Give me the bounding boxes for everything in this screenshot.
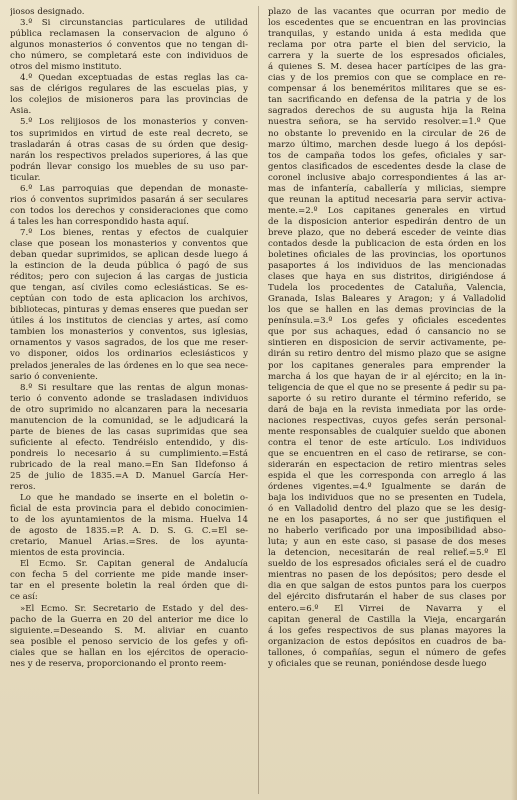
text-line: contados desde la publicacion de esta órden en los — [268, 238, 506, 249]
text-line: compensar á los beneméritos militares que se es- — [268, 84, 506, 95]
text-line: jiosos designado. — [10, 7, 85, 17]
text-line: manutencion de la comunidad, se le adjudicará la — [10, 415, 248, 426]
text-line: sagrados derechos de su augusta hija la Reina — [268, 106, 506, 117]
column-divider — [258, 6, 259, 794]
text-line: cias y de los premios con que se complace en re- — [268, 73, 506, 84]
text-line: suficiente al efecto. Tendréislo entendido, y dis- — [10, 437, 248, 448]
left-text-column — [10, 7, 248, 670]
text-line: teligencia de que el que no se presente á pedir su pa- — [268, 382, 506, 393]
text-line: 25 de julio de 1835.=A D. Manuel García Her- — [10, 470, 248, 481]
text-line: vo disponer, oidos los ordinarios eclesiásticos y — [10, 349, 248, 360]
text-line: baja los individuos que no se presenten en Tudela, — [268, 493, 506, 504]
text-line: Tudela los procedentes de Cataluña, Valencia, — [268, 283, 506, 294]
text-line: pacho de la Guerra en 20 del anterior me dice lo — [10, 614, 248, 625]
text-line: sintieren en disposicion de servir activamente, pe- — [268, 338, 506, 349]
text-line: ce así: — [10, 592, 38, 603]
text-line: Lo que he mandado se inserte en el boletin o- — [20, 493, 248, 504]
text-line: los escedentes que se encuentran en las provincias — [268, 18, 506, 29]
text-line: marcha á los que hayan de ir al ejército; en la in- — [268, 371, 506, 382]
text-line: nes y de reserva, proporcionando el pronto reem- — [10, 658, 227, 669]
text-line: marzo último, marchen desde luego á los depósi- — [268, 139, 506, 150]
text-line: rubricado de la real mano.=En San Ildefonso á — [10, 459, 248, 470]
text-line: 3.º Si circunstancias particulares de utilidad — [20, 18, 248, 29]
text-line: deban quedar suprimidos, se aplican desde luego á — [10, 250, 248, 261]
text-line: mientras no pasen de los depósitos; pero desde el — [268, 570, 506, 581]
text-line: ceptúan con todo de esta aplicacion los archivos, — [10, 294, 248, 305]
text-line: península.=3.º Los gefes y oficiales escedentes — [268, 316, 506, 327]
text-line: organizacion de estos depósitos en cuadros de ba- — [268, 636, 506, 647]
text-line: con fecha 5 del corriente me pide mande inser- — [10, 570, 248, 581]
text-line: plazo de las vacantes que ocurran por medio de — [268, 7, 506, 17]
text-line: á los gefes respectivos de sus planas mayores la — [268, 625, 506, 636]
text-line: sas de clérigos regulares de las escuelas pias, y — [10, 84, 248, 95]
text-line: nuestra señora, se ha servido resolver.=1.º Que — [268, 117, 506, 128]
text-line: tallones, ó compañías, segun el número de gefes — [268, 647, 506, 658]
text-line: coronel inclusive abajo correspondientes á las ar- — [268, 172, 506, 183]
text-line: reros. — [10, 482, 36, 493]
text-line: no haberlo verificado por una imposibilidad abso- — [268, 526, 506, 537]
text-line: gentos clasificados de escedentes desde la clase de — [268, 161, 506, 172]
text-line: dirán su retiro dentro del mismo plazo que se asigne — [268, 349, 506, 360]
text-line: capitan general de Castilla la Vieja, encargarán — [268, 614, 506, 625]
text-line: tos de campaña todos los gefes, oficiales y sar- — [268, 150, 506, 161]
text-line: carrera y la suerte de los espresados oficiales, — [268, 51, 506, 62]
text-line: ficial de esta provincia para el debido conocimien- — [10, 504, 248, 515]
text-line: del ejército disfrutarán el haber de sus clases por — [268, 592, 506, 603]
text-line: siguiente.=Deseando S. M. aliviar en cuanto — [10, 625, 248, 636]
text-line: to de los ayuntamientos de la misma. Huelva 14 — [10, 515, 248, 526]
text-line: 6.º Las parroquias que dependan de monaste- — [20, 183, 248, 194]
text-line: de agosto de 1835.=P. A. D. S. G. C.=El se- — [10, 526, 248, 537]
text-line: que tengan, así civiles como eclesiásticas. Se es- — [10, 283, 248, 294]
text-line: 4.º Quedan exceptuadas de estas reglas las ca- — [20, 73, 248, 84]
text-line: Granada, Islas Baleares y Aragon; y á Valladolid — [268, 294, 506, 305]
text-line: clases que haya en sus distritos, dirigiéndose á — [268, 272, 506, 283]
text-line: la estincion de la deuda pública ó pagó de sus — [10, 261, 248, 272]
text-line: pasaportes á los individuos de las mencionadas — [268, 261, 506, 272]
text-line: trasladarán á otras casas de su órden que desig- — [10, 139, 248, 150]
text-line: entero.=6.º El Virrei de Navarra y el — [268, 603, 506, 614]
text-line: y oficiales que se reunan, poniéndose desde luego — [268, 658, 487, 669]
text-line: mente.=2.º Los capitanes generales en virtud — [268, 205, 506, 216]
text-line: reclama por otra parte el bien del servicio, la — [268, 40, 506, 51]
text-line: bibliotecas, pinturas y demas enseres que puedan ser — [10, 305, 248, 316]
text-line: algunos monasterios ó conventos que no tengan di- — [10, 40, 248, 51]
text-line: pública reclamasen la conservacion de alguno ó — [10, 29, 248, 40]
text-line: tranquilas, y estando unida á esta medida que — [268, 29, 506, 40]
text-line: órdenes vigentes.=4.º Igualmente se darán de — [268, 482, 506, 493]
text-line: que por sus achaques, edad ó cansancio no se — [268, 327, 506, 338]
text-line: otros del mismo instituto. — [10, 62, 122, 73]
text-line: »El Ecmo. Sr. Secretario de Estado y del des- — [20, 603, 248, 614]
text-line: clase que posean los monasterios y conventos que — [10, 238, 248, 249]
text-line: luta; y aun en este caso, si pasase de dos meses — [268, 537, 506, 548]
text-line: mientos de esta provincia. — [10, 548, 125, 559]
text-line: espida el que les corresponda con arreglo á las — [268, 470, 506, 481]
text-line: 8.º Si resultare que las rentas de algun monas- — [20, 382, 248, 393]
text-line: sario ó conveniente. — [10, 371, 98, 382]
text-line: ne en los pasaportes, á no ser que justifiquen el — [268, 515, 506, 526]
text-line: dará de baja en la revista inmediata por las orde- — [268, 404, 506, 415]
text-line: contra el tenor de este artículo. Los individuos — [268, 437, 506, 448]
text-line: prelados jenerales de las órdenes en lo que sea nece- — [10, 360, 248, 371]
text-line: ó en Valladolid dentro del plazo que se les desig- — [268, 504, 506, 515]
page-edge-shadow — [511, 0, 517, 800]
text-line: siderarán en espectacion de retiro mientras seles — [268, 459, 506, 470]
text-line: no obstante lo prevenido en la circular de 26 de — [268, 128, 506, 139]
text-line: con todos los derechos y consideraciones que como — [10, 205, 248, 216]
text-line: réditos; pero con sujecion á las cargas de justicia — [10, 272, 248, 283]
text-line: tos suprimidos en virtud de este real decreto, se — [10, 128, 248, 139]
text-line: tambien los monasterios y conventos, sus iglesias, — [10, 327, 248, 338]
text-line: sueldo de los espresados oficiales será el de cuadro — [268, 559, 506, 570]
text-line: tar en el presente boletin la real órden que di- — [10, 581, 248, 592]
text-line: de otro suprimido no alcanzaren para la necesaria — [10, 404, 248, 415]
text-line: cho número, se completará este con individuos de — [10, 51, 248, 62]
text-line: pondreis lo necesario á su cumplimiento.=Está — [10, 448, 248, 459]
text-line: los que se hallen en las demas provincias de la — [268, 305, 506, 316]
text-line: la detencion, necesitarán de real relief.=5.º El — [268, 548, 506, 559]
text-line: que se encuentren en el caso de retirarse, se con- — [268, 448, 506, 459]
text-line: ciales que se hallan en los ejércitos de operacio- — [10, 647, 248, 658]
text-line: sea posible el penoso servicio de los gefes y ofi- — [10, 636, 248, 647]
text-line: parte de bienes de las casas suprimidas que sea — [10, 426, 248, 437]
text-line: 5.º Los relijiosos de los monasterios y conven- — [20, 117, 248, 128]
text-line: tan sacrificando en defensa de la patria y de los — [268, 95, 506, 106]
text-line: saporte ó su retiro durante el término referido, se — [268, 393, 506, 404]
text-line: narán los respectivos prelados superiores, á las que — [10, 150, 248, 161]
text-line: Asia. — [10, 106, 32, 117]
text-line: útiles á los institutos de ciencias y artes, así como — [10, 316, 248, 327]
text-line: ticular. — [10, 172, 41, 183]
text-line: ornamentos y vasos sagrados, de los que me reser- — [10, 338, 248, 349]
text-line: dia en que salgan de estos puntos para los cuerpos — [268, 581, 506, 592]
text-line: cretario, Manuel Arias.=Sres. de los ayunta- — [10, 537, 248, 548]
text-line: por los capitanes generales para emprender la — [268, 360, 506, 371]
text-line: rios ó conventos suprimidos pasarán á ser seculares — [10, 194, 248, 205]
text-line: terio ó convento adonde se trasladasen individuos — [10, 393, 248, 404]
text-line: mente responsables de cualquier sueldo que abonen — [268, 426, 506, 437]
right-text-column — [268, 7, 506, 670]
text-line: á tales les han correspondido hasta aquí. — [10, 216, 189, 227]
text-line: El Ecmo. Sr. Capitan general de Andalucía — [20, 559, 248, 570]
text-line: breve plazo, que no deberá esceder de veinte dias — [268, 227, 506, 238]
text-line: naciones respectivas, cuyos gefes serán personal- — [268, 415, 506, 426]
text-line: boletines oficiales de las provincias, los oportunos — [268, 250, 506, 261]
text-line: de la disposicion anterior espedirán dentro de un — [268, 216, 506, 227]
text-line: 7.º Los bienes, rentas y efectos de cualquier — [20, 227, 248, 238]
text-line: podrán llevar consigo los muebles de su uso par- — [10, 161, 248, 172]
text-line: los colejios de misioneros para las provincias de — [10, 95, 248, 106]
text-line: que reunan la aptitud necesaria para servir activa- — [268, 194, 506, 205]
text-line: á quienes S. M. desea hacer partícipes de las gra- — [268, 62, 506, 73]
text-line: mas de infantería, caballería y milicias, siempre — [268, 183, 506, 194]
